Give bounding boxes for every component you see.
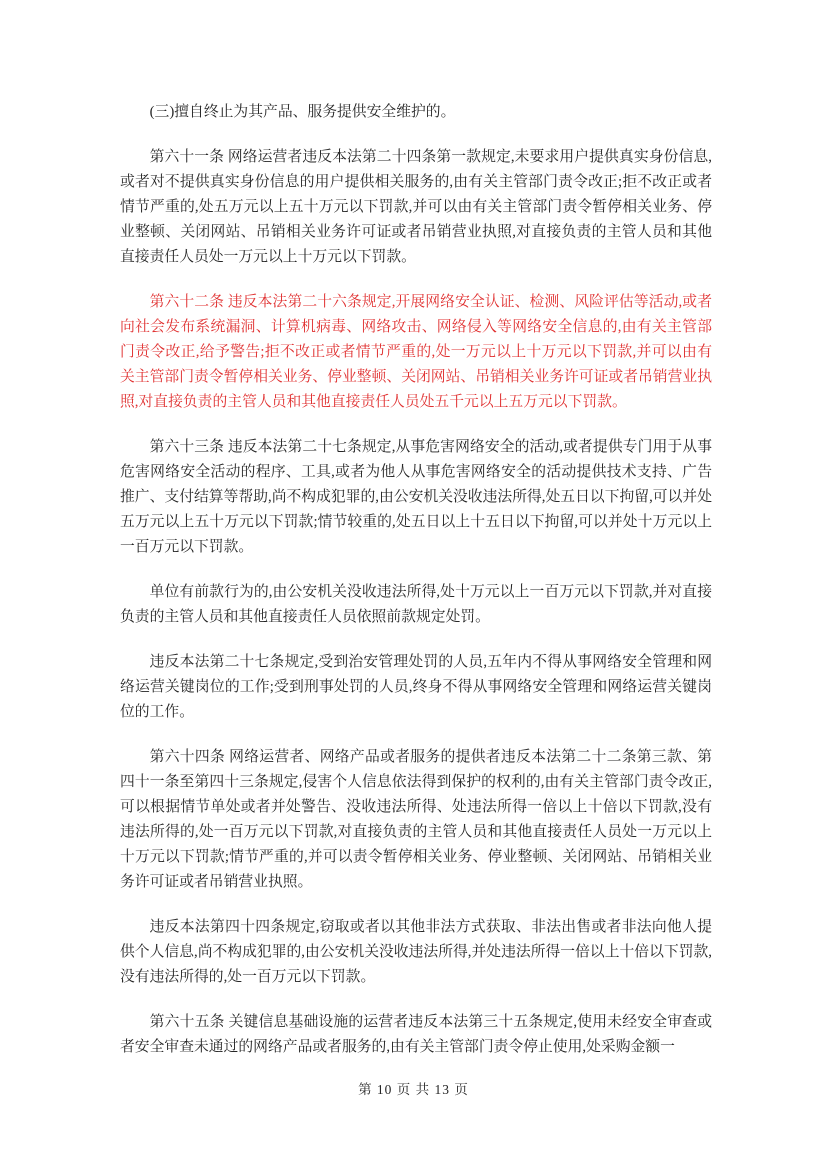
paragraph-article-63-clause-2: 单位有前款行为的,由公安机关没收违法所得,处十万元以上一百万元以下罚款,并对直接负责的主管人员和其他直接责任人员依照前款规定处罚。 [120, 584, 712, 625]
paragraph-article-65: 第六十五条 关键信息基础设施的运营者违反本法第三十五条规定,使用未经安全审查或者安全审查未通过的网络产品或者服务的,由有关主管部门责令停止使用,处采购金额一 [120, 1014, 712, 1055]
paragraph-article-63: 第六十三条 违反本法第二十七条规定,从事危害网络安全的活动,或者提供专门用于从事危害网络安全活动的程序、工具,或者为他人从事危害网络安全的活动提供技术支持、广告推广、支付结算等帮助,尚不构成犯罪的,由公安机关没收违法所得,处五日以下拘留,可以并处五万元以上五十万元以下罚款;情节较重的,处五日以上十五日以下拘留,可以并处十万元以上一百万元以下罚款。 [120, 439, 712, 555]
paragraph-article-63-clause-3: 违反本法第二十七条规定,受到治安管理处罚的人员,五年内不得从事网络安全管理和网络运营关键岗位的工作;受到刑事处罚的人员,终身不得从事网络安全管理和网络运营关键岗位的工作。 [120, 654, 712, 720]
document-body [120, 100, 712, 1080]
page-number-footer: 第 10 页 共 13 页 [358, 1082, 469, 1097]
paragraph-article-61: 第六十一条 网络运营者违反本法第二十四条第一款规定,未要求用户提供真实身份信息,或者对不提供真实身份信息的用户提供相关服务的,由有关主管部门责令改正;拒不改正或者情节严重的,处五万元以上五十万元以下罚款,并可以由有关主管部门责令暂停相关业务、停业整顿、关闭网站、吊销相关业务许可证或者吊销营业执照,对直接负责的主管人员和其他直接责任人员处一万元以上十万元以下罚款。 [120, 149, 712, 265]
paragraph-article-62-highlighted: 第六十二条 违反本法第二十六条规定,开展网络安全认证、检测、风险评估等活动,或者向社会发布系统漏洞、计算机病毒、网络攻击、网络侵入等网络安全信息的,由有关主管部门责令改正,给予警告;拒不改正或者情节严重的,处一万元以上十万元以下罚款,并可以由有关主管部门责令暂停相关业务、停业整顿、关闭网站、吊销相关业务许可证或者吊销营业执照,对直接负责的主管人员和其他直接责任人员处五千元以上五万元以下罚款。 [120, 294, 712, 410]
paragraph-item-3: (三)擅自终止为其产品、服务提供安全维护的。 [149, 104, 456, 120]
paragraph-article-64: 第六十四条 网络运营者、网络产品或者服务的提供者违反本法第二十二条第三款、第四十一条至第四十三条规定,侵害个人信息依法得到保护的权利的,由有关主管部门责令改正,可以根据情节单处或者并处警告、没收违法所得、处违法所得一倍以上十倍以下罚款,没有违法所得的,处一百万元以下罚款,对直接负责的主管人员和其他直接责任人员处一万元以上十万元以下罚款;情节严重的,并可以责令暂停相关业务、停业整顿、关闭网站、吊销相关业务许可证或者吊销营业执照。 [120, 749, 712, 890]
paragraph-article-64-clause-2: 违反本法第四十四条规定,窃取或者以其他非法方式获取、非法出售或者非法向他人提供个人信息,尚不构成犯罪的,由公安机关没收违法所得,并处违法所得一倍以上十倍以下罚款,没有违法所得的,处一百万元以下罚款。 [120, 919, 712, 985]
